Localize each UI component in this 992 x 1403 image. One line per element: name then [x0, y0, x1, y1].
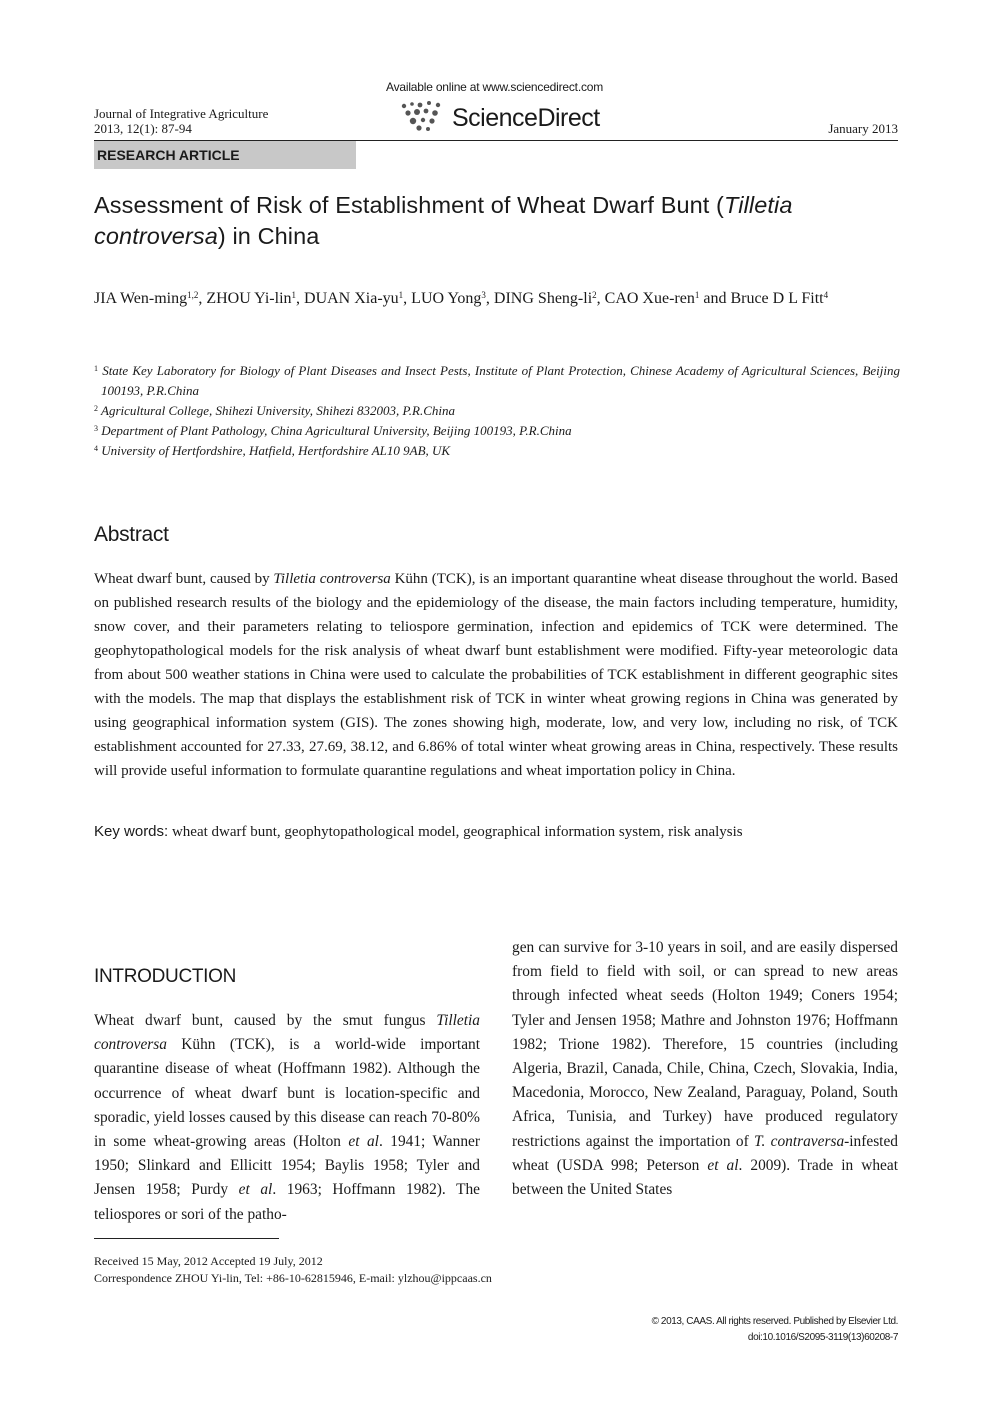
- sciencedirect-wordmark: ScienceDirect: [452, 104, 600, 132]
- abstract-heading: Abstract: [94, 523, 169, 546]
- article-type-banner: [94, 141, 356, 169]
- author: Bruce D L Fitt$^4$: [730, 290, 829, 307]
- author: JIA Wen-ming$^{1,2}$,: [94, 290, 207, 307]
- journal-name: Journal of Integrative Agriculture: [94, 106, 269, 121]
- available-online-text: Available online at www.sciencedirect.com: [386, 80, 604, 94]
- affiliation: $^2$ Agricultural College, Shihezi University, Shihezi 832003, P.R.China: [94, 403, 456, 418]
- author: LUO Yong$^3$,: [411, 290, 494, 307]
- author: CAO Xue-ren$^1$ and: [604, 290, 731, 307]
- introduction-heading: INTRODUCTION: [94, 966, 237, 987]
- keywords-text: wheat dwarf bunt, geophytopathological model, geographical information system, risk analysis: [171, 824, 743, 840]
- author-list: [94, 286, 900, 312]
- affiliation: $^3$ Department of Plant Pathology, China Agricultural University, Beijing 100193, P.R.China: [94, 423, 572, 438]
- author: ZHOU Yi-lin$^1$,: [206, 290, 305, 307]
- title-part-2: ) in China: [217, 223, 320, 249]
- affiliation: $^1$ State Key Laboratory for Biology of Plant Diseases and Insect Pests, Institute of Plant Protection, Chinese Academy of Agricultural Sciences, Beijing 100193, P.R.China: [94, 363, 901, 398]
- author: DING Sheng-$li^2$,: [493, 290, 605, 307]
- abstract-body: Wheat dwarf bunt, caused by Tilletia controversa Kühn (TCK), is an important quarantine wheat disease throughout the world. Based on published research results of the biology and the epidemiology of the disease, the main factors including temperature, humidity, snow cover, and their parameters relating to teliospore germination, infection and epidemics of TCK were determined. The geophytopathological models for the risk analysis of wheat dwarf bunt establishment were modified. Fifty-year meteorologic data from about 500 weather stations in China were used to calculate the probabilities of TCK establishment in different geographic sites with the models. The map that displays the establishment risk of TCK in winter wheat growing regions in China was generated by using geographical information system (GIS). The zones showing high, moderate, low, and very low, including no risk, of TCK establishment accounted for 27.33, 27.69, 38.12, and 6.86% of total winter wheat growing areas in China, respectively. These results will provide useful information to formulate quarantine regulations and wheat importation policy in China.: [94, 571, 898, 779]
- journal-info: [94, 106, 268, 136]
- copyright-notice: © 2013, CAAS. All rights reserved. Published by Elsevier Ltd.: [651, 1316, 898, 1327]
- introduction-left-column: Wheat dwarf bunt, caused by the smut fungus Tilletia controversa Kühn (TCK), is a world-wide important quarantine disease of wheat (Hoffmann 1982). Although the occurrence of wheat dwarf bunt is location-specific and sporadic, yield losses caused by this disease can reach 70-80% in some wheat-growing areas (Holton et al. 1941; Wanner 1950; Slinkard and Ellicitt 1954; Baylis 1958; Tyler and Jensen 1958; Purdy et al. 1963; Hoffmann 1982). The teliospores or sori of the patho-: [94, 1012, 481, 1223]
- footnote-divider: [94, 1238, 279, 1239]
- affiliation-list: [94, 361, 900, 461]
- doi: doi:10.1016/S2095-3119(13)60208-7: [747, 1332, 898, 1343]
- title-species: Tilletia controversa: [94, 192, 793, 249]
- title-part-1: Assessment of Risk of Establishment of Wheat Dwarf Bunt (: [94, 192, 724, 218]
- introduction-right-column: gen can survive for 3-10 years in soil, and are easily dispersed from field to field with soil, or can spread to new areas through infected wheat seeds (Holton 1949; Coners 1954; Tyler and Jensen 1958; Mathre and Johnston 1976; Hoffmann 1982; Trione 1982). Therefore, 15 countries (including Algeria, Brazil, Canada, Chile, China, Czech, Slovakia, India, Macedonia, Morocco, New Zealand, Paraguay, Poland, South Africa, Tunisia, and Turkey) have produced regulatory restrictions against the importation of T. contraversa-infested wheat (USDA 998; Peterson et al. 2009). Trade in wheat between the United States: [512, 939, 899, 1199]
- correspondence: Correspondence ZHOU Yi-lin, Tel: +86-10-62815946, E-mail: ylzhou@ippcaas.cn: [94, 1271, 492, 1285]
- article-title: [94, 190, 900, 252]
- keywords: [94, 820, 898, 844]
- keywords-label: Key words:: [94, 823, 169, 840]
- received-dates: Received 15 May, 2012 Accepted 19 July, 2012: [94, 1254, 323, 1268]
- author: DUAN Xia-$yu^1$,: [304, 290, 412, 307]
- affiliation: $^4$ University of Hertfordshire, Hatfield, Hertfordshire AL10 9AB, UK: [94, 443, 451, 458]
- issue-date: January 2013: [828, 121, 898, 136]
- journal-issue: 2013, 12(1): 87-94: [94, 121, 192, 136]
- article-type-label: RESEARCH ARTICLE: [97, 147, 240, 163]
